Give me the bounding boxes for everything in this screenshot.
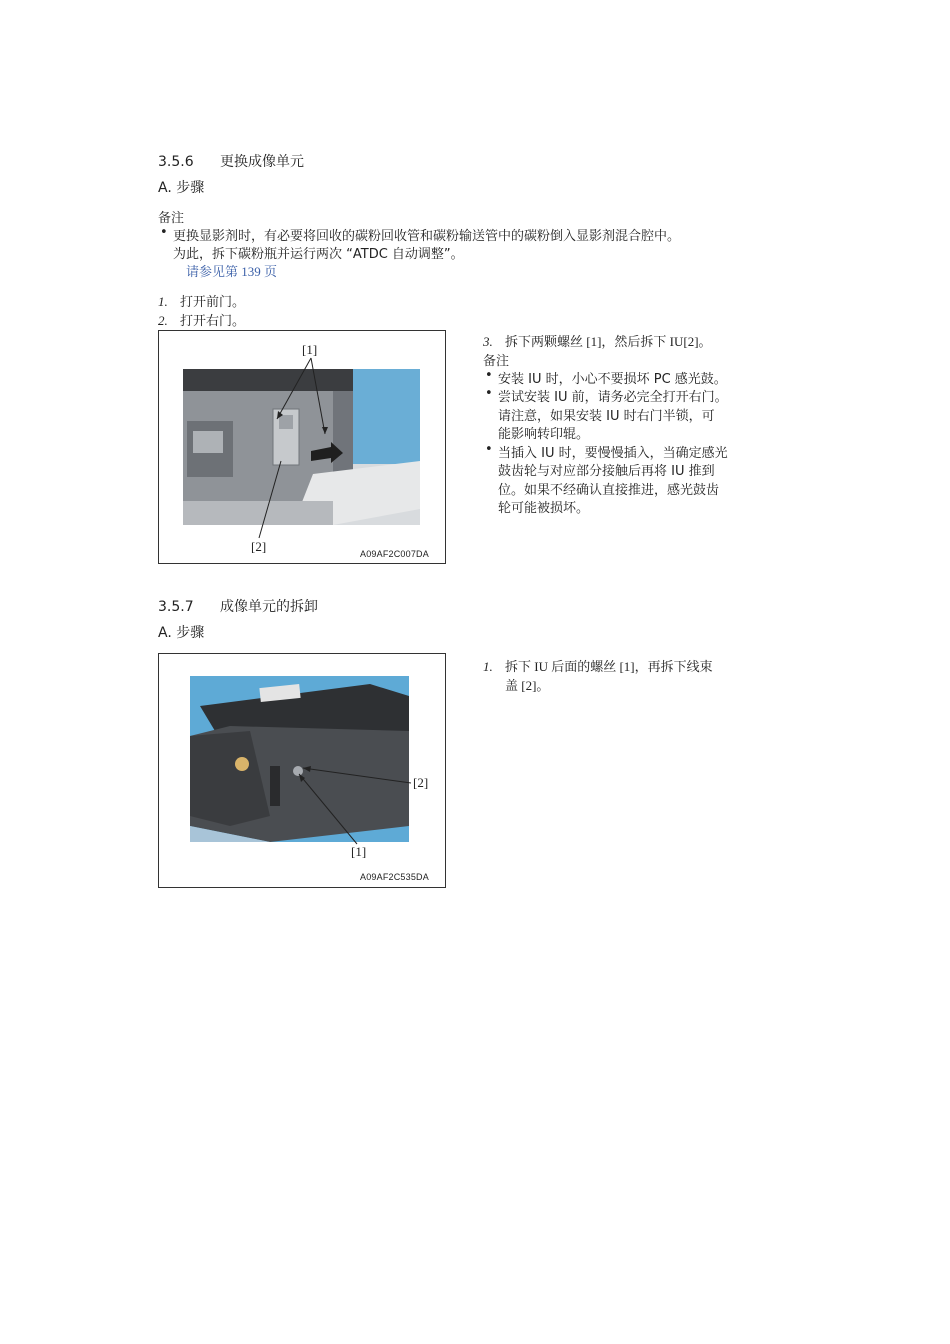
note-line-1: • 更换显影剂时，有必要将回收的碳粉回收管和碳粉输送管中的碳粉倒入显影剂混合腔中。 <box>173 225 680 244</box>
step-3-bullet-3-line-2: 鼓齿轮与对应部分接触后再将 IU 推到 <box>498 464 715 479</box>
note-line-2: 为此，拆下碳粉瓶并运行两次 “ATDC 自动调整”。 <box>173 247 464 262</box>
note-label: 备注 <box>158 211 185 226</box>
step-3-bullet-3-line-3: 位。如果不经确认直接推进，感光鼓齿 <box>498 483 720 498</box>
callout-2: [2] <box>251 539 267 554</box>
callout-1: [1] <box>351 844 367 859</box>
section-number: 3.5.6 <box>158 154 194 170</box>
callout-leader-lines <box>159 331 445 563</box>
figure-1-frame <box>158 330 446 564</box>
callout-2: [2] <box>413 775 429 790</box>
step-3-bullet-2-line-2: 请注意，如果安装 IU 时右门半锁，可 <box>498 409 715 424</box>
step-text: 打开前门。 <box>180 294 246 309</box>
step-text: 打开右门。 <box>180 313 246 328</box>
step-1-line-2: 盖 [2]。 <box>505 678 550 693</box>
step-text: 拆下 IU 后面的螺丝 [1]，再拆下线束 <box>505 659 713 674</box>
step-number: 1. <box>483 659 493 674</box>
figure-code: A09AF2C007DA <box>360 549 429 559</box>
step-3-note-label: 备注 <box>483 354 510 369</box>
step-3-bullet-2-line-1: • 尝试安装 IU 前，请务必完全打开右门。 <box>498 386 728 405</box>
step-3-bullet-1: • 安装 IU 时，小心不要损坏 PC 感光鼓。 <box>498 368 727 387</box>
step-text: 拆下两颗螺丝 [1]，然后拆下 IU[2]。 <box>505 334 712 349</box>
step-1 <box>158 291 245 310</box>
step-3-bullet-2-line-3: 能影响转印辊。 <box>498 427 590 442</box>
figure-code: A09AF2C535DA <box>360 872 429 882</box>
step-number: 1. <box>158 294 168 309</box>
callout-1: [1] <box>302 342 318 357</box>
figure-2-frame <box>158 653 446 888</box>
step-number: 2. <box>158 313 168 328</box>
subheading: A. 步骤 <box>158 180 205 196</box>
section-heading-357 <box>158 596 318 616</box>
step-3 <box>483 331 712 350</box>
subheading: A. 步骤 <box>158 625 205 641</box>
section-title: 更换成像单元 <box>220 154 304 170</box>
section-number: 3.5.7 <box>158 599 194 615</box>
step-3-bullet-3-line-4: 轮可能被损坏。 <box>498 501 590 516</box>
step-2 <box>158 310 245 329</box>
section-title: 成像单元的拆卸 <box>220 599 318 615</box>
page-reference-link[interactable]: 请参见第 139 页 <box>186 264 278 279</box>
step-number: 3. <box>483 334 493 349</box>
step-1 <box>483 656 713 675</box>
section-heading-356 <box>158 151 304 171</box>
step-3-bullet-3-line-1: • 当插入 IU 时，要慢慢插入，当确定感光 <box>498 442 728 461</box>
callout-leader-lines <box>159 654 445 887</box>
